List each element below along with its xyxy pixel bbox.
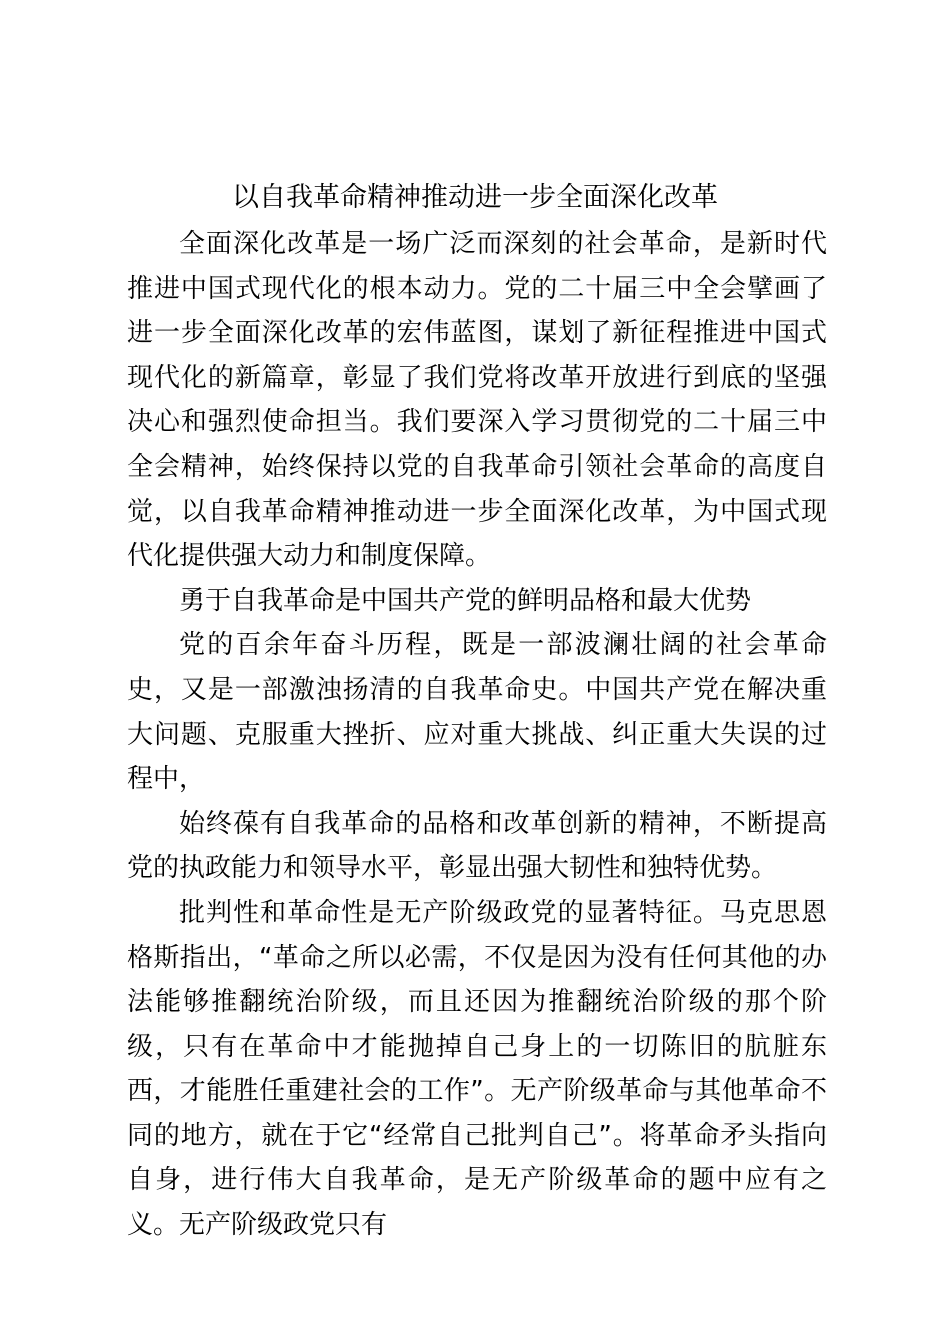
paragraph-marx-engels: 批判性和革命性是无产阶级政党的显著特征。马克思恩格斯指出，“革命之所以必需，不仅是因为没有任何其他的办法能够推翻统治阶级，而且还因为推翻统治阶级的那个阶级，只有在革命中才能抛掉自己身上的一切陈旧的肮脏东西，才能胜任重建社会的工作”。无产阶级革命与其他革命不同的地方，就在于它“经常自己批判自己”。将革命矛头指向自身，进行伟大自我革命，是无产阶级革命的题中应有之义。无产阶级政党只有	[127, 897, 827, 1241]
paragraph-history-continued: 始终葆有自我革命的品格和改革创新的精神，不断提高党的执政能力和领导水平，彰显出强大韧性和独特优势。	[127, 808, 827, 884]
paragraph-history: 党的百余年奋斗历程，既是一部波澜壮阔的社会革命史，又是一部激浊扬清的自我革命史。中国共产党在解决重大问题、克服重大挫折、应对重大挑战、纠正重大失误的过程中，	[127, 630, 827, 795]
paragraph-intro: 全面深化改革是一场广泛而深刻的社会革命，是新时代推进中国式现代化的根本动力。党的二十届三中全会擘画了进一步全面深化改革的宏伟蓝图，谋划了新征程推进中国式现代化的新篇章，彰显了我们党将改革开放进行到底的坚强决心和强烈使命担当。我们要深入学习贯彻党的二十届三中全会精神，始终保持以党的自我革命引领社会革命的高度自觉，以自我革命精神推动进一步全面深化改革，为中国式现代化提供强大动力和制度保障。	[127, 229, 827, 572]
document-body	[127, 222, 827, 1248]
document-title: 以自我革命精神推动进一步全面深化改革	[232, 182, 718, 213]
section-heading: 勇于自我革命是中国共产党的鲜明品格和最大优势	[179, 585, 752, 616]
